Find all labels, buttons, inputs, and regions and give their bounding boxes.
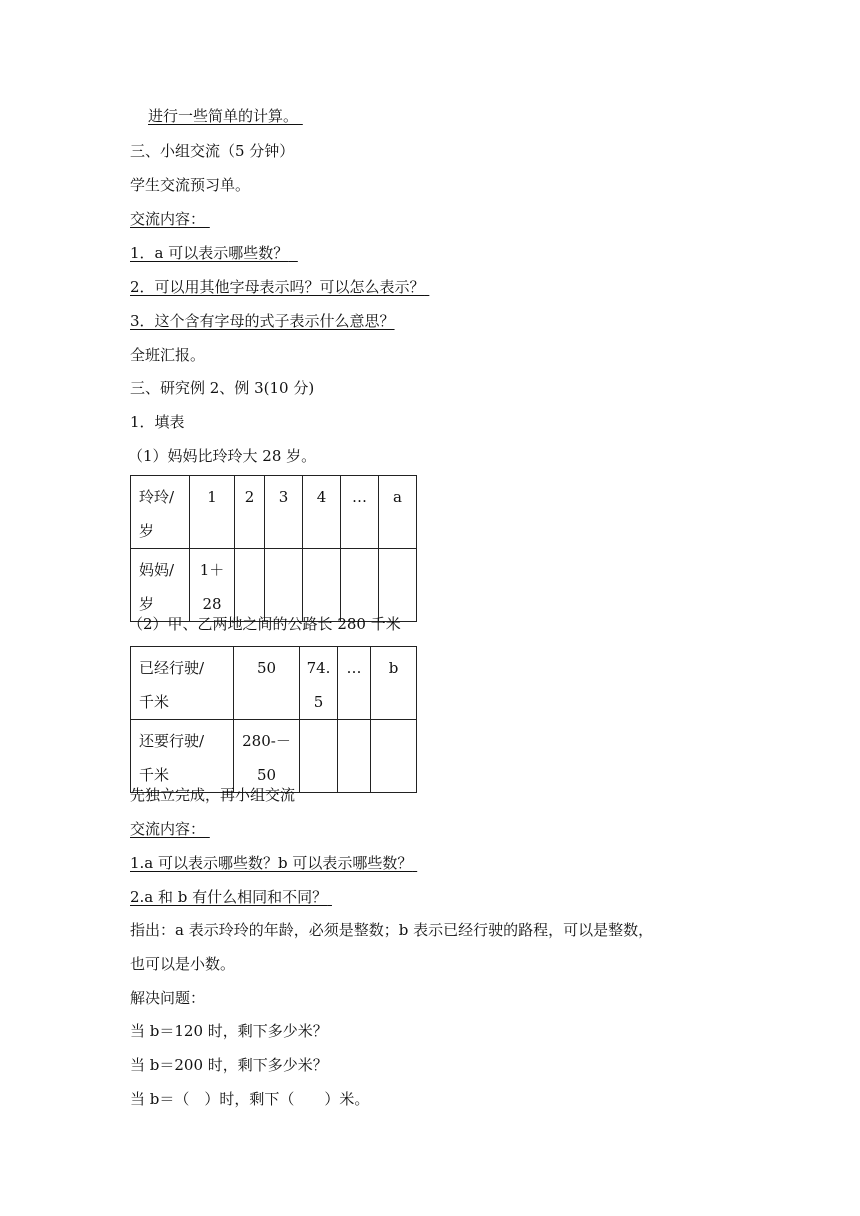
table-header-cell: 还要行驶/ 千米: [131, 720, 234, 793]
table-cell: …: [341, 476, 379, 549]
section-heading-examples: 三、研究例 2、例 3(10 分): [130, 379, 315, 397]
text-line-fill-table: 1．填表: [130, 413, 185, 431]
table-row: [131, 476, 417, 549]
text-line-solve: 解决问题：: [130, 989, 206, 1007]
problem-line-2: 当 b＝200 时，剩下多少米？: [130, 1056, 328, 1074]
table-cell: a: [379, 476, 417, 549]
table-header-cell: 玲玲/ 岁: [131, 476, 190, 549]
section-heading-group-exchange: 三、小组交流（5 分钟）: [130, 142, 295, 160]
table-cell: [341, 549, 379, 622]
table-row: [131, 720, 417, 793]
table-cell: [265, 549, 303, 622]
table-cell: [379, 549, 417, 622]
problem-line-3: 当 b＝（ ）时，剩下（ ）米。: [130, 1090, 370, 1108]
table-cell: …: [338, 647, 371, 720]
question-1: 1．a 可以表示哪些数？: [130, 244, 289, 262]
discussion-question-2: 2.a 和 b 有什么相同和不同？: [130, 888, 328, 906]
text-line-report: 全班汇报。: [130, 346, 206, 364]
table2-caption: （2）甲、乙两地之间的公路长 280 千米: [128, 615, 401, 633]
table-cell: 4: [303, 476, 341, 549]
table1-caption: （1）妈妈比玲玲大 28 岁。: [128, 447, 317, 465]
table-age: [130, 475, 417, 622]
table-cell: [338, 720, 371, 793]
table-cell: [371, 720, 417, 793]
table-cell: 1＋ 28: [190, 549, 235, 622]
table-row: [131, 549, 417, 622]
question-2: 2．可以用其他字母表示吗？可以怎么表示？: [130, 278, 425, 296]
exchange-content-label: 交流内容：: [130, 210, 206, 228]
table-cell: 74. 5: [300, 647, 338, 720]
text-line-point-out: 指出：a 表示玲玲的年龄，必须是整数；b 表示已经行驶的路程，可以是整数，: [130, 921, 654, 939]
table-distance: [130, 646, 417, 793]
table-row: [131, 647, 417, 720]
table-cell: 3: [265, 476, 303, 549]
table-cell: 50: [234, 647, 300, 720]
text-line-preview: 学生交流预习单。: [130, 176, 251, 194]
question-3: 3．这个含有字母的式子表示什么意思？: [130, 312, 395, 330]
table-cell: 2: [235, 476, 265, 549]
table-cell: 1: [190, 476, 235, 549]
text-line-point-out-cont: 也可以是小数。: [130, 955, 236, 973]
table-cell: b: [371, 647, 417, 720]
problem-line-1: 当 b＝120 时，剩下多少米？: [130, 1022, 328, 1040]
table-cell: [300, 720, 338, 793]
discussion-question-1: 1.a 可以表示哪些数？b 可以表示哪些数？: [130, 854, 413, 872]
table-cell: 280-－ 50: [234, 720, 300, 793]
table-header-cell: 妈妈/ 岁: [131, 549, 190, 622]
text-line-calc: 进行一些简单的计算。: [148, 107, 299, 125]
table-cell: [235, 549, 265, 622]
exchange-content-label-2: 交流内容：: [130, 820, 206, 838]
text-line-independent: 先独立完成，再小组交流: [130, 786, 296, 804]
table-header-cell: 已经行驶/ 千米: [131, 647, 234, 720]
table-cell: [303, 549, 341, 622]
